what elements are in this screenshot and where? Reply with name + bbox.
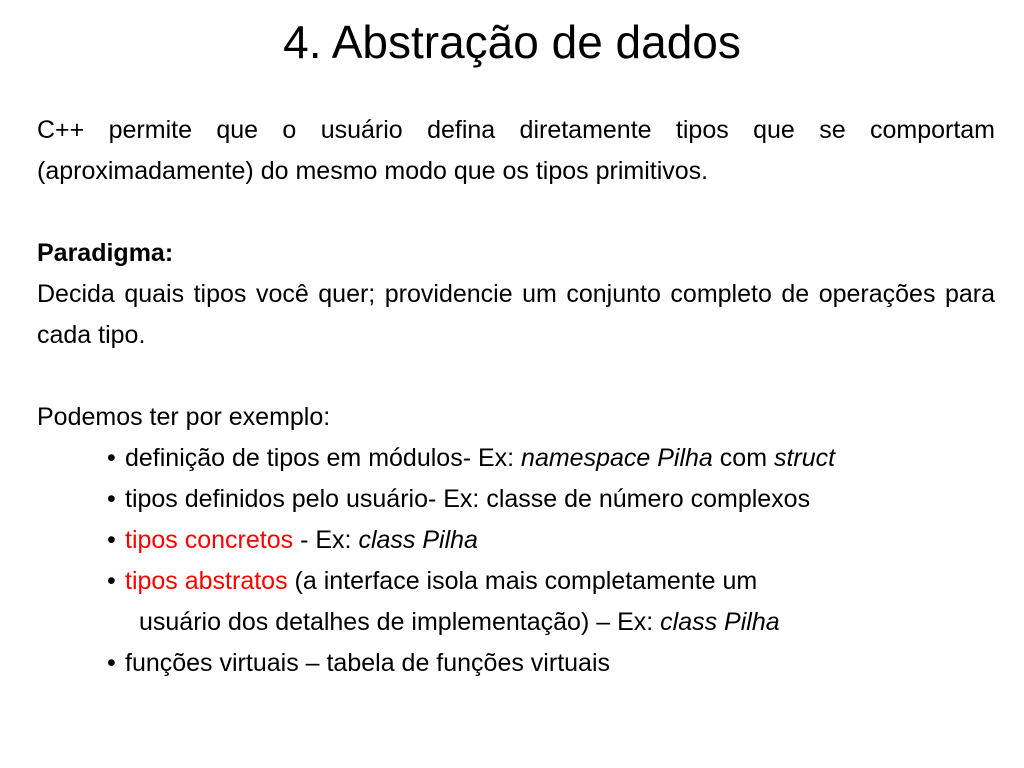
item-italic: class Pilha	[358, 526, 478, 554]
list-item	[107, 438, 995, 479]
examples-list	[37, 438, 995, 684]
list-item	[107, 479, 995, 520]
bullet-icon: •	[107, 526, 116, 554]
spacer	[37, 356, 995, 397]
item-text: funções virtuais – tabela de funções virtuais	[125, 649, 610, 677]
item-text: com	[712, 444, 774, 472]
list-item	[107, 561, 995, 643]
spacer	[37, 192, 995, 233]
paradigm-heading: Paradigma:	[37, 239, 174, 267]
intro-paragraph: C++ permite que o usuário defina diretamente tipos que se comportam (aproximadamente) do mesmo modo que os tipos primitivos.	[37, 116, 995, 185]
examples-lead: Podemos ter por exemplo:	[37, 403, 331, 431]
item-italic: class Pilha	[660, 608, 780, 636]
bullet-icon: •	[107, 444, 116, 472]
bullet-icon: •	[107, 649, 116, 677]
item-text: definição de tipos em módulos- Ex:	[125, 444, 522, 472]
list-item	[107, 520, 995, 561]
item-text: (a interface isola mais completamente um	[287, 567, 758, 595]
item-highlight: tipos abstratos	[125, 567, 288, 595]
slide-title: 4. Abstração de dados	[283, 16, 741, 68]
item-italic: namespace Pilha	[521, 444, 713, 472]
list-item	[107, 643, 995, 684]
bullet-icon: •	[107, 485, 116, 513]
slide-body	[37, 110, 995, 684]
bullet-icon: •	[107, 567, 116, 595]
item-highlight: tipos concretos	[125, 526, 294, 554]
item-italic: struct	[773, 444, 836, 472]
item-text: tipos definidos pelo usuário- Ex: classe de número complexos	[125, 485, 811, 513]
paradigm-text: Decida quais tipos você quer; providencie um conjunto completo de operações para cada tipo.	[37, 280, 995, 349]
item-continuation	[107, 602, 995, 643]
item-text: - Ex:	[293, 526, 359, 554]
item-text: usuário dos detalhes de implementação) – Ex:	[139, 608, 661, 636]
